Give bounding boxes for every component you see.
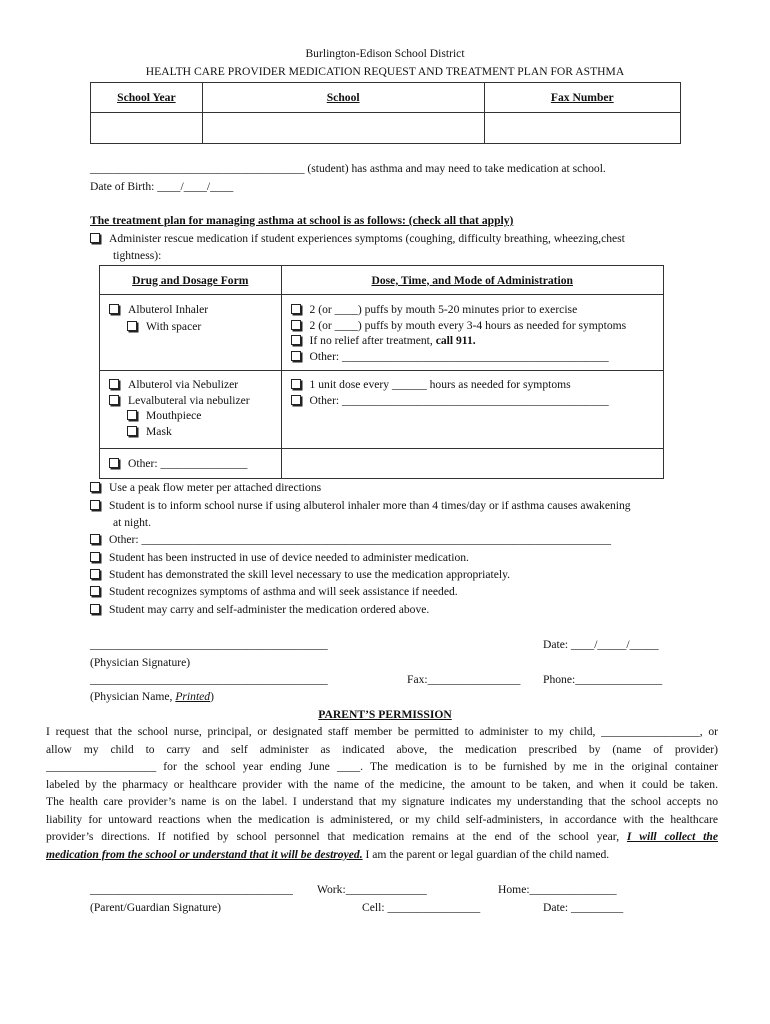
nebulizer-cell <box>100 371 282 449</box>
school-year-field[interactable] <box>91 113 203 144</box>
permission-line-7 <box>46 830 718 848</box>
inhaler-cell <box>100 295 282 371</box>
other-drug-checkbox[interactable] <box>109 458 119 468</box>
info-table <box>90 82 681 144</box>
peak-flow-text: Use a peak flow meter per attached directions <box>109 481 322 494</box>
inhaler-label: Albuterol Inhaler <box>128 303 209 316</box>
physician-name-label-printed: Printed <box>175 690 211 703</box>
permission-line-3: ___________________ for the school year ending June ____. The medication is to be furnished by me in the original container <box>46 760 718 773</box>
self-carry-checkbox[interactable] <box>90 604 100 614</box>
school-header: School <box>202 83 484 113</box>
district-name: Burlington-Edison School District <box>305 47 465 60</box>
rescue-text-1: Administer rescue medication if student experiences symptoms (coughing, difficulty breathing, wheezing,chest <box>109 232 625 245</box>
levalbuteral-label: Levalbuteral via nebulizer <box>128 393 250 407</box>
recognizes-text: Student recognizes symptoms of asthma and will seek assistance if needed. <box>109 585 458 598</box>
permission-line-2: allow my child to carry and self administer as indicated above, the medication prescribed by (name of provider) <box>46 742 718 756</box>
peak-flow-item <box>90 481 321 494</box>
physician-signature-label: (Physician Signature) <box>90 656 191 669</box>
permission-line-4: labeled by the pharmacy or healthcare provider with the name of the medicine, the amount to be taken, and when it could be taken. <box>46 777 718 791</box>
instructed-text: Student has been instructed in use of device needed to administer medication. <box>109 551 469 564</box>
levalbuteral-checkbox[interactable] <box>109 395 119 405</box>
physician-name-label-post: ) <box>210 690 214 703</box>
call-911-checkbox[interactable] <box>291 335 301 345</box>
other-text: Other: _________________________________________________________________________________ <box>109 533 612 546</box>
peak-flow-checkbox[interactable] <box>90 482 100 492</box>
instructed-checkbox[interactable] <box>90 552 100 562</box>
nebulizer-other-checkbox[interactable] <box>291 395 301 405</box>
fax-number-field[interactable] <box>484 113 680 144</box>
physician-name-label <box>90 690 214 703</box>
plan-heading: The treatment plan for managing asthma at school is as follows: (check all that apply) <box>90 214 514 227</box>
parent-cell-phone[interactable]: Cell: ________________ <box>362 901 481 914</box>
parent-signature-label: (Parent/Guardian Signature) <box>90 901 222 914</box>
permission-line-7-emphasis: I will collect the <box>626 830 718 843</box>
nebulizer-other-text: Other: ______________________________________________ <box>309 393 609 407</box>
medication-table <box>99 265 664 479</box>
fax-number-header: Fax Number <box>484 83 680 113</box>
rescue-text-2: tightness): <box>113 249 162 262</box>
physician-fax[interactable]: Fax:________________ <box>407 673 521 686</box>
other-checkbox[interactable] <box>90 534 100 544</box>
date-of-birth: Date of Birth: ____/____/____ <box>90 180 234 193</box>
physician-phone[interactable]: Phone:_______________ <box>543 673 663 686</box>
albuterol-nebulizer-checkbox[interactable] <box>109 379 119 389</box>
dose-symptoms-checkbox[interactable] <box>291 320 301 330</box>
other-item <box>90 533 611 546</box>
physician-name-label-pre: (Physician Name, <box>90 690 176 703</box>
instructed-item <box>90 551 469 564</box>
permission-line-8-emphasis: medication from the school or understand that it will be destroyed. <box>46 847 363 861</box>
demonstrated-text: Student has demonstrated the skill level necessary to use the medication appropriately. <box>109 568 511 581</box>
recognizes-item <box>90 585 458 598</box>
demonstrated-item <box>90 568 510 581</box>
form-title: HEALTH CARE PROVIDER MEDICATION REQUEST AND TREATMENT PLAN FOR ASTHMA <box>145 65 625 78</box>
mask-checkbox[interactable] <box>127 426 137 436</box>
physician-date[interactable]: Date: ____/_____/_____ <box>543 638 659 651</box>
inhaler-other-checkbox[interactable] <box>291 351 301 361</box>
rescue-checkbox[interactable] <box>90 233 100 243</box>
inhaler-other-text: Other: ______________________________________________ <box>309 349 609 363</box>
inform-nurse-checkbox[interactable] <box>90 500 100 510</box>
permission-line-1: I request that the school nurse, principal, or designated staff member be permitted to administer to my child, _________________, or <box>46 725 718 738</box>
mouthpiece-label: Mouthpiece <box>146 409 202 422</box>
parent-signature-line[interactable]: ___________________________________ <box>90 883 293 896</box>
spacer-label: With spacer <box>146 319 202 333</box>
rescue-item <box>90 232 625 245</box>
permission-line-7-text: provider’s directions. If notified by school personnel that medication remains at the end of the school year, <box>46 830 620 843</box>
inform-nurse-text-2: at night. <box>113 516 151 529</box>
mask-label: Mask <box>146 424 172 438</box>
unit-dose-text: 1 unit dose every ______ hours as needed for symptoms <box>309 378 571 391</box>
albuterol-nebulizer-label: Albuterol via Nebulizer <box>128 378 239 391</box>
no-relief-text: If no relief after treatment, <box>309 334 436 347</box>
parent-date[interactable]: Date: _________ <box>543 901 624 914</box>
demonstrated-checkbox[interactable] <box>90 569 100 579</box>
dose-exercise-checkbox[interactable] <box>291 304 301 314</box>
drug-header: Drug and Dosage Form <box>100 266 282 295</box>
self-carry-item <box>90 603 429 616</box>
permission-line-8 <box>46 848 718 866</box>
parent-work-phone[interactable]: Work:______________ <box>317 883 427 896</box>
physician-signature-line[interactable]: _________________________________________ <box>90 638 328 651</box>
permission-line-6: liability for untoward reactions when the medication is administered, or my child self-administers, in accordance with the healthcare <box>46 812 718 826</box>
dose-exercise-text: 2 (or ____) puffs by mouth 5-20 minutes prior to exercise <box>309 303 578 316</box>
nebulizer-dose-cell <box>281 371 663 449</box>
school-year-header: School Year <box>91 83 203 113</box>
dose-header: Dose, Time, and Mode of Administration <box>281 266 663 295</box>
unit-dose-checkbox[interactable] <box>291 379 301 389</box>
physician-name-line[interactable]: _________________________________________ <box>90 673 328 686</box>
other-drug-dose-cell <box>281 449 663 479</box>
school-field[interactable] <box>202 113 484 144</box>
recognizes-checkbox[interactable] <box>90 586 100 596</box>
self-carry-text: Student may carry and self-administer the medication ordered above. <box>109 603 430 616</box>
other-drug-cell <box>100 449 282 479</box>
inhaler-dose-cell <box>281 295 663 371</box>
parent-permission-heading: PARENT’S PERMISSION <box>318 708 452 721</box>
spacer-checkbox[interactable] <box>127 321 137 331</box>
other-drug-text: Other: _______________ <box>128 457 248 470</box>
dose-symptoms-text: 2 (or ____) puffs by mouth every 3-4 hours as needed for symptoms <box>309 318 627 332</box>
permission-line-5: The health care provider’s name is on the label. I understand that my signature indicates my understanding that the school accepts no <box>46 795 718 808</box>
inform-nurse-item <box>90 499 631 512</box>
parent-home-phone[interactable]: Home:_______________ <box>498 883 617 896</box>
mouthpiece-checkbox[interactable] <box>127 410 137 420</box>
inform-nurse-text: Student is to inform school nurse if using albuterol inhaler more than 4 times/day or if asthma causes awakening <box>109 499 631 512</box>
inhaler-checkbox[interactable] <box>109 304 119 314</box>
permission-line-8-text: I am the parent or legal guardian of the child named. <box>362 847 610 861</box>
call-911-text: call 911. <box>435 334 476 347</box>
parent-permission-paragraph <box>46 725 718 865</box>
student-line: _____________________________________ (student) has asthma and may need to take medication at school. <box>90 162 606 175</box>
